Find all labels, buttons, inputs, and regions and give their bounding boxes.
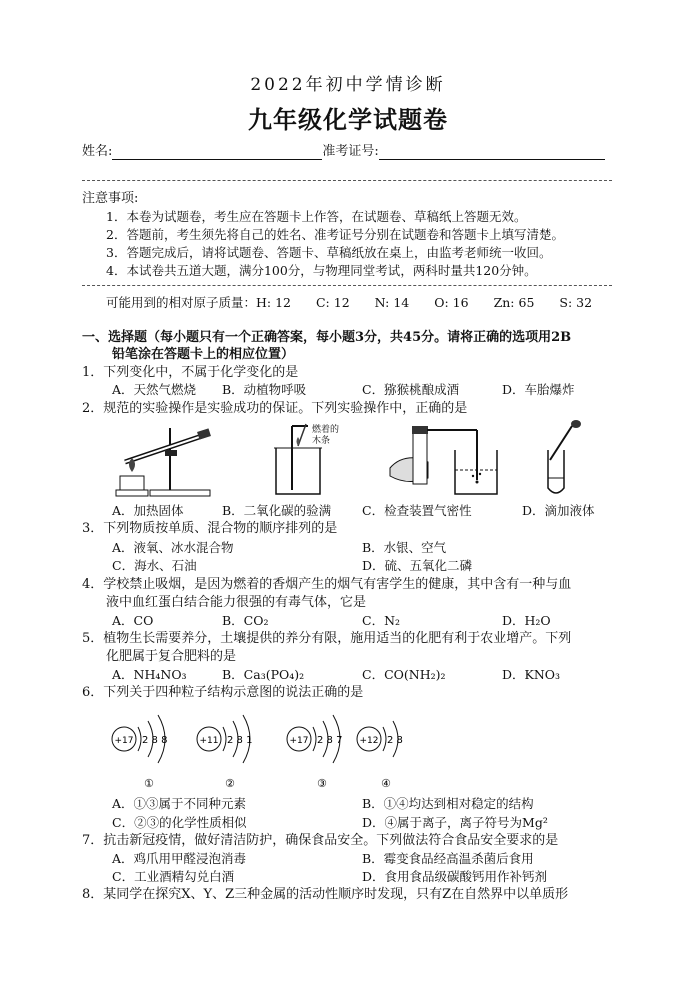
option-c: C．猕猴桃酿成酒 bbox=[362, 382, 460, 397]
divider-bottom bbox=[82, 285, 612, 286]
option-a: A．CO bbox=[112, 613, 154, 628]
exam-header: 2022年初中学情诊断 bbox=[250, 75, 446, 95]
option-c: C．N₂ bbox=[362, 613, 401, 628]
particle-4 bbox=[357, 721, 403, 790]
electron-config: 2 8 7 bbox=[317, 735, 343, 746]
question-stem: 7．抗击新冠疫情，做好清洁防护，确保食品安全。下列做法符合食品安全要求的是 bbox=[82, 833, 559, 848]
notice-heading: 注意事项: bbox=[82, 191, 139, 206]
nucleus-label: +17 bbox=[114, 736, 134, 746]
particle-3 bbox=[287, 715, 342, 790]
option-c: C．海水、石油 bbox=[112, 558, 197, 573]
option-a: A．①③属于不同种元素 bbox=[112, 796, 247, 811]
notice-item: 3．答题完成后，请将试题卷、答题卡、草稿纸放在桌上，由监考老师统一收回。 bbox=[106, 245, 552, 260]
section-title-cont: 铅笔涂在答题卡上的相应位置） bbox=[112, 347, 295, 362]
heating-solid-apparatus bbox=[110, 420, 220, 498]
option-b: B．①④均达到相对稳定的结构 bbox=[362, 796, 534, 811]
exam-no-label: 准考证号: bbox=[322, 144, 379, 159]
option-a: A．鸡爪用甲醛浸泡消毒 bbox=[112, 851, 247, 866]
particle-diagrams bbox=[108, 703, 408, 793]
option-b: B．二氧化碳的验满 bbox=[222, 503, 332, 518]
page-title: 九年级化学试题卷 bbox=[248, 105, 448, 134]
option-c: C．工业酒精勾兑白酒 bbox=[112, 869, 235, 884]
atomic-mass-line: 可能用到的相对原子质量：H: 12 C: 12 N: 14 O: 16 Zn: 65 S: 32 bbox=[106, 295, 593, 310]
exam-no-blank bbox=[379, 145, 605, 160]
question-stem: 2．规范的实验操作是实验成功的保证。下列实验操作中，正确的是 bbox=[82, 401, 468, 416]
nucleus-label: +12 bbox=[359, 736, 379, 746]
notice-item: 2．答题前，考生须先将自己的姓名、准考证号分别在试题卷和答题卡上填写清楚。 bbox=[106, 227, 564, 242]
name-blank bbox=[112, 145, 322, 160]
option-a: A．液氧、冰水混合物 bbox=[112, 540, 234, 555]
question-stem: 3．下列物质按单质、混合物的顺序排列的是 bbox=[82, 521, 338, 536]
airtightness-check-apparatus bbox=[385, 420, 500, 498]
option-d: D．滴加液体 bbox=[522, 503, 595, 518]
divider-top bbox=[82, 180, 612, 181]
option-a: A．天然气燃烧 bbox=[112, 382, 197, 397]
option-b: B．霉变食品经高温杀菌后食用 bbox=[362, 851, 534, 866]
electron-config: 2 8 bbox=[387, 735, 403, 746]
option-d: D．KNO₃ bbox=[502, 667, 561, 682]
electron-config: 2 8 8 bbox=[142, 735, 168, 746]
option-d: D．④属于离子，离子符号为Mg² bbox=[362, 815, 548, 830]
option-c: C．②③的化学性质相似 bbox=[112, 815, 247, 830]
option-b: B．动植物呼吸 bbox=[222, 382, 307, 397]
burning-stick-label: 燃着的木条 bbox=[312, 425, 340, 446]
particle-1 bbox=[112, 715, 167, 790]
name-label: 姓名: bbox=[82, 144, 113, 159]
question-stem: 1．下列变化中，不属于化学变化的是 bbox=[82, 365, 299, 380]
electron-config: 2 8 1 bbox=[227, 735, 253, 746]
option-b: B．Ca₃(PO₄)₂ bbox=[222, 667, 305, 682]
option-d: D．H₂O bbox=[502, 613, 551, 628]
question-stem: 8．某同学在探究X、Y、Z三种金属的活动性顺序时发现，只有Z在自然界中以单质形 bbox=[82, 887, 569, 902]
option-d: D．食用食品级碳酸钙用作补钙剂 bbox=[362, 869, 548, 884]
section-title: 一、选择题（每小题只有一个正确答案，每小题3分，共45分。请将正确的选项用2B bbox=[82, 330, 572, 345]
option-d: D．车胎爆炸 bbox=[502, 382, 575, 397]
option-d: D．硫、五氧化二磷 bbox=[362, 558, 473, 573]
question-stem: 4．学校禁止吸烟，是因为燃着的香烟产生的烟气有害学生的健康，其中含有一种与血 bbox=[82, 577, 572, 592]
nucleus-label: +11 bbox=[199, 736, 219, 746]
option-a: A．加热固体 bbox=[112, 503, 184, 518]
option-b: B．CO₂ bbox=[222, 613, 269, 628]
name-field bbox=[82, 143, 605, 160]
option-c: C．CO(NH₂)₂ bbox=[362, 667, 446, 682]
question-stem: 5．植物生长需要养分，土壤提供的养分有限，施用适当的化肥有利于农业增产。下列 bbox=[82, 631, 572, 646]
question-stem: 6．下列关于四种粒子结构示意图的说法正确的是 bbox=[82, 685, 364, 700]
particle-label: ④ bbox=[381, 777, 391, 790]
notice-item: 4．本试卷共五道大题，满分100分，与物理同堂考试，两科时量共120分钟。 bbox=[106, 263, 537, 278]
nucleus-label: +17 bbox=[289, 736, 309, 746]
particle-2 bbox=[197, 715, 252, 790]
particle-label: ② bbox=[225, 777, 235, 790]
question-stem-cont: 化肥属于复合肥料的是 bbox=[106, 649, 237, 664]
question-stem-cont: 液中血红蛋白结合能力很强的有毒气体，它是 bbox=[106, 595, 367, 610]
notice-item: 1．本卷为试题卷，考生应在答题卡上作答，在试题卷、草稿纸上答题无效。 bbox=[106, 209, 527, 224]
particle-label: ③ bbox=[317, 777, 327, 790]
option-a: A．NH₄NO₃ bbox=[112, 667, 187, 682]
particle-label: ① bbox=[144, 777, 154, 790]
option-b: B．水银、空气 bbox=[362, 540, 447, 555]
dropper-apparatus bbox=[538, 420, 588, 498]
option-c: C．检查装置气密性 bbox=[362, 503, 472, 518]
